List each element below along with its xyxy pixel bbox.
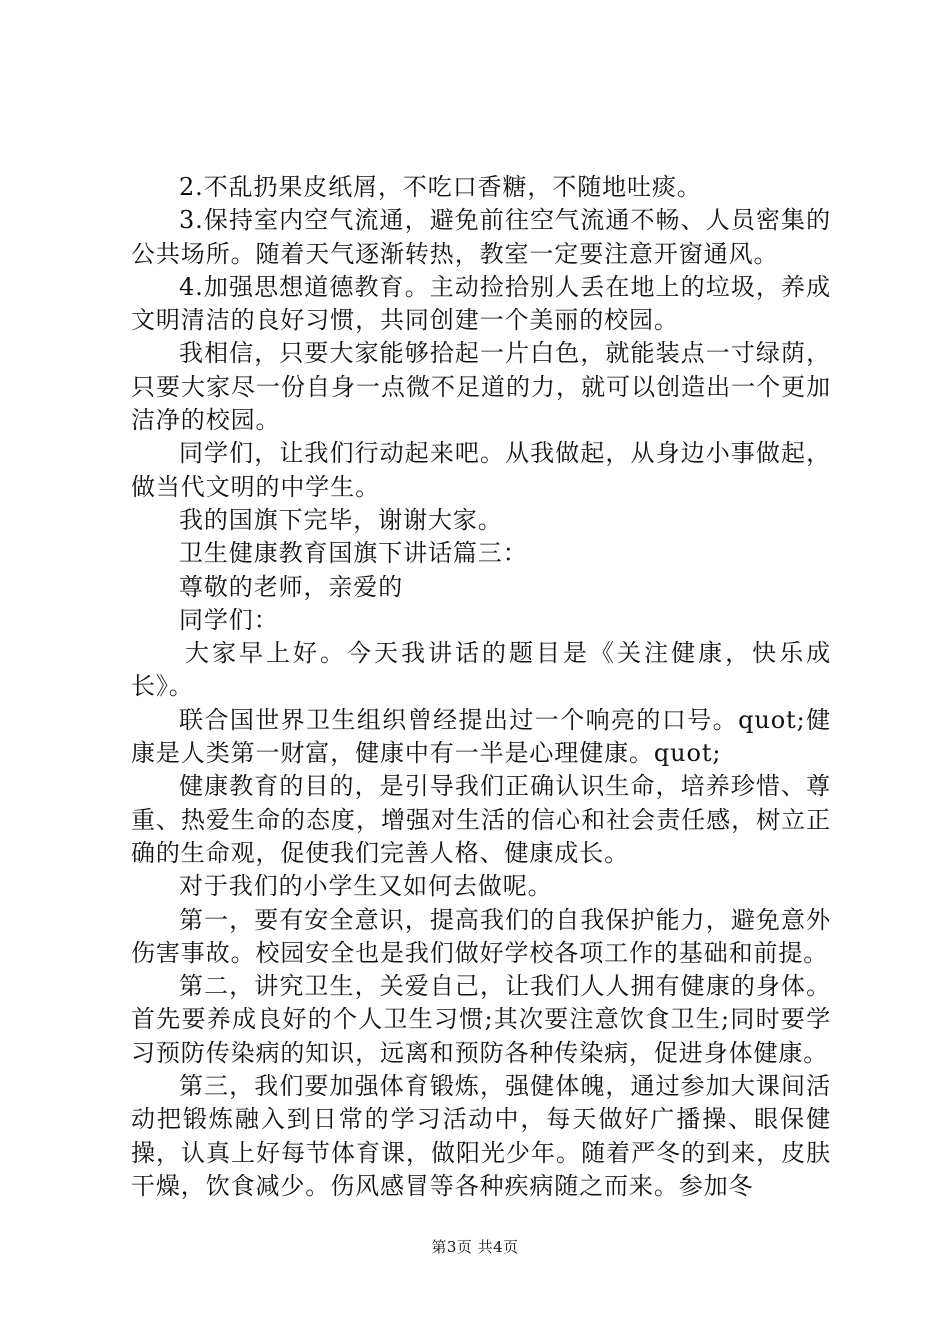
- paragraph: 卫生健康教育国旗下讲话篇三：: [179, 539, 528, 568]
- paragraph: 第三，我们要加强体育锻炼，强健体魄，通过参加大课间活动把锻炼融入到日常的学习活动中，每天做好广播操、眼保健操，认真上好每节体育课，做阳光少年。随着严冬的到来，皮肤干燥，饮食减少。伤风感冒等各种疾病随之而来。参加冬: [131, 1072, 831, 1200]
- document-body: [131, 171, 831, 1203]
- paragraph: 2.不乱扔果皮纸屑，不吃口香糖，不随地吐痰。: [179, 173, 702, 201]
- paragraph: 大家早上好。今天我讲话的题目是《关注健康，快乐成长》。: [131, 639, 831, 701]
- paragraph: 同学们：: [179, 605, 279, 634]
- paragraph: 第一，要有安全意识，提高我们的自我保护能力，避免意外伤害事故。校园安全也是我们做好学校各项工作的基础和前提。: [131, 905, 831, 967]
- paragraph: 我相信，只要大家能够拾起一片白色，就能装点一寸绿荫，只要大家尽一份自身一点微不足道的力，就可以创造出一个更加洁净的校园。: [131, 339, 831, 435]
- paragraph: 我的国旗下完毕，谢谢大家。: [179, 505, 503, 534]
- paragraph: 对于我们的小学生又如何去做呢。: [179, 872, 553, 901]
- paragraph: 3.保持室内空气流通，避免前往空气流通不畅、人员密集的公共场所。随着天气逐渐转热，教室一定要注意开窗通风。: [131, 206, 831, 268]
- paragraph: 4.加强思想道德教育。主动捡拾别人丢在地上的垃圾，养成文明清洁的良好习惯，共同创建一个美丽的校园。: [131, 272, 831, 335]
- page-number-footer: 第3页 共4页: [431, 1238, 519, 1256]
- paragraph: 联合国世界卫生组织曾经提出过一个响亮的口号。quot;健康是人类第一财富，健康中有一半是心理健康。quot;: [131, 705, 831, 768]
- paragraph: 尊敬的老师，亲爱的: [179, 572, 404, 601]
- paragraph: 同学们，让我们行动起来吧。从我做起，从身边小事做起，做当代文明的中学生。: [131, 439, 831, 501]
- paragraph: 第二，讲究卫生，关爱自己，让我们人人拥有健康的身体。首先要养成良好的个人卫生习惯;其次要注意饮食卫生;同时要学习预防传染病的知识，远离和预防各种传染病，促进身体健康。: [131, 972, 831, 1067]
- paragraph: 健康教育的目的，是引导我们正确认识生命，培养珍惜、尊重、热爱生命的态度，增强对生活的信心和社会责任感，树立正确的生命观，促使我们完善人格、健康成长。: [131, 772, 831, 867]
